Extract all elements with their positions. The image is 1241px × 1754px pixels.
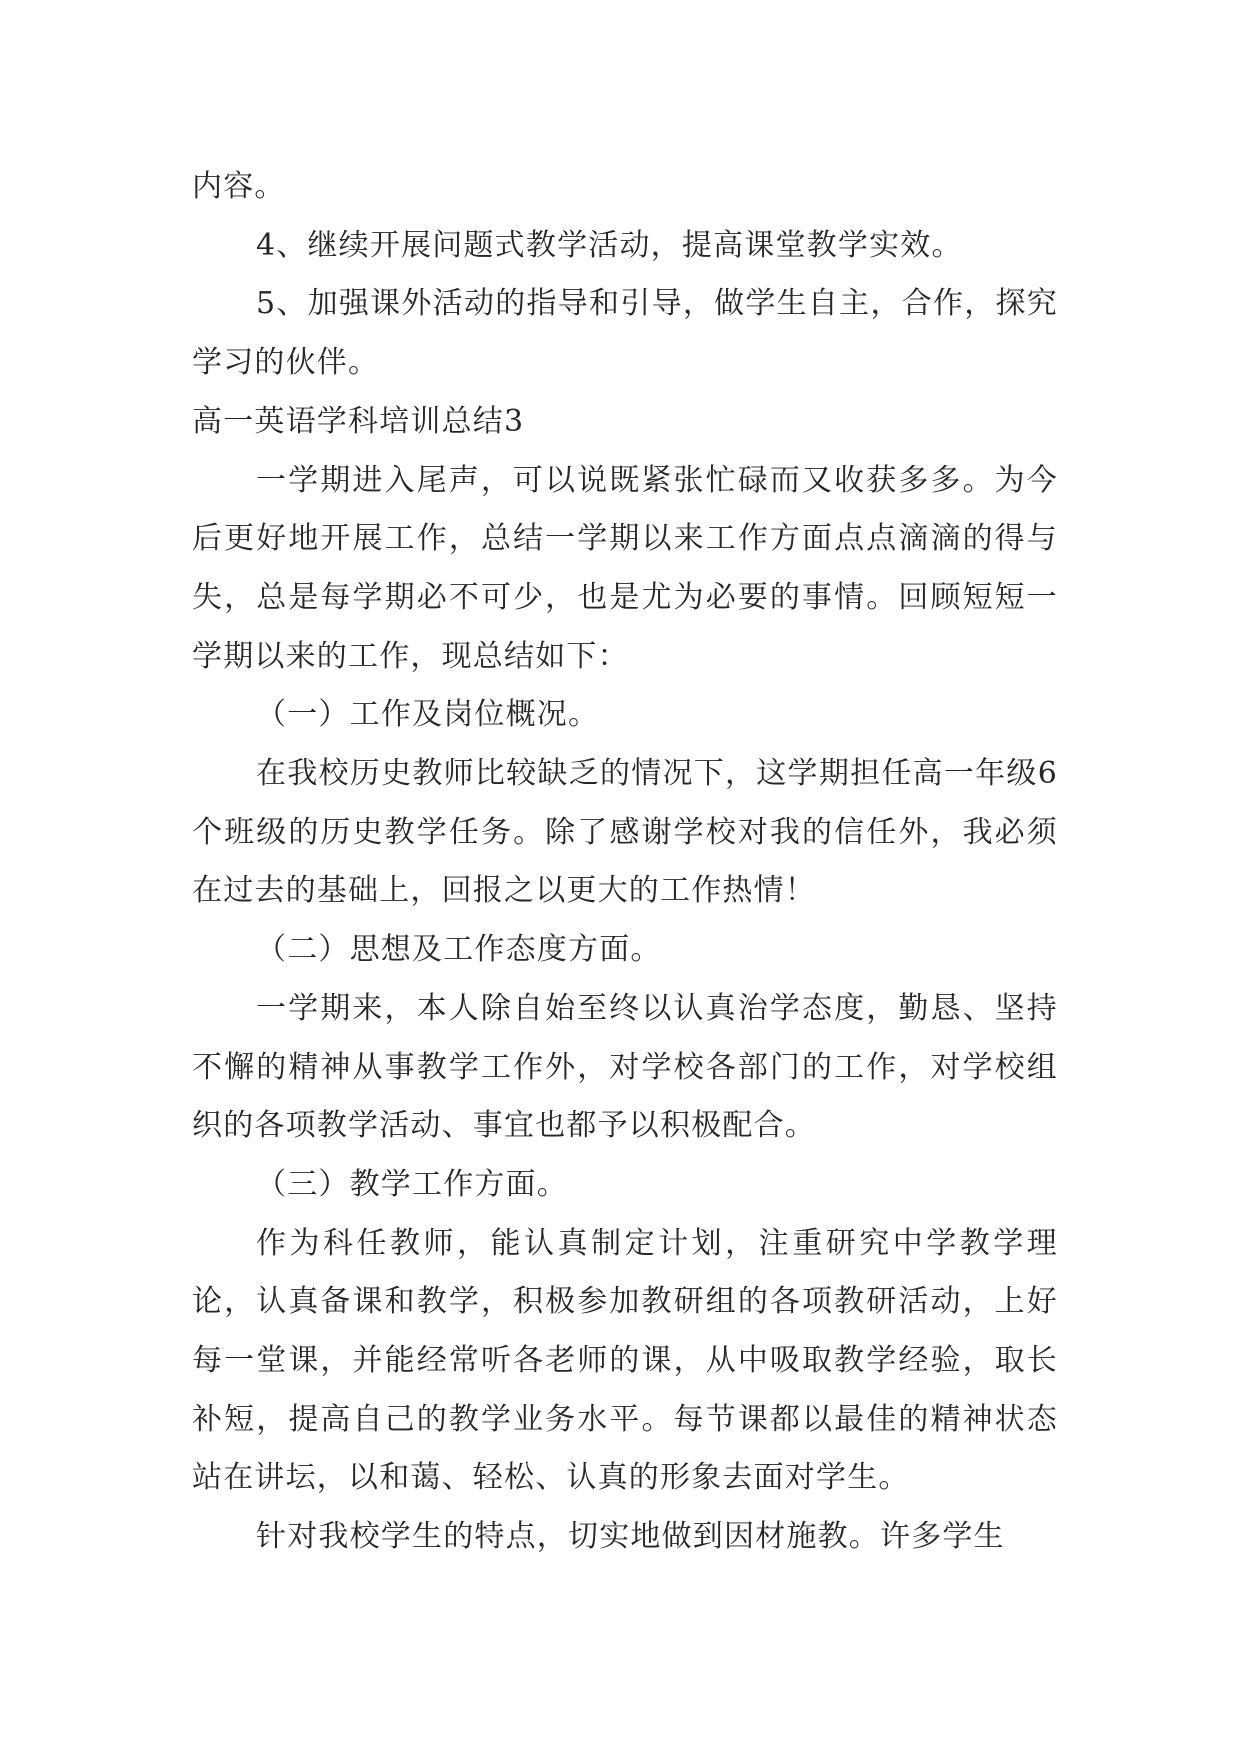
- subheading: （二）思想及工作态度方面。: [256, 932, 662, 968]
- document-body: [192, 158, 1058, 1567]
- paragraph: 一学期进入尾声，可以说既紧张忙碌而又收获多多。为今后更好地开展工作，总结一学期以来工作方面点点滴滴的得与失，总是每学期必不可少，也是尤为必要的事情。回顾短短一学期以来的工作，现总结如下：: [192, 462, 1058, 674]
- list-item: 5、加强课外活动的指导和引导，做学生自主，合作，探究学习的伙伴。: [192, 286, 1058, 381]
- subheading: （一）工作及岗位概况。: [256, 697, 600, 733]
- paragraph: 内容。: [192, 169, 286, 204]
- subheading: （三）教学工作方面。: [256, 1166, 568, 1202]
- list-item: 4、继续开展问题式教学活动，提高课堂教学实效。: [256, 227, 963, 263]
- paragraph: 在我校历史教师比较缺乏的情况下，这学期担任高一年级6个班级的历史教学任务。除了感谢学校对我的信任外，我必须在过去的基础上，回报之以更大的工作热情！: [192, 756, 1058, 909]
- section-title: 高一英语学科培训总结3: [192, 403, 525, 439]
- paragraph: 针对我校学生的特点，切实地做到因材施教。许多学生: [256, 1519, 1005, 1555]
- paragraph: 一学期来，本人除自始至终以认真治学态度，勤恳、坚持不懈的精神从事教学工作外，对学校各部门的工作，对学校组织的各项教学活动、事宜也都予以积极配合。: [192, 990, 1058, 1144]
- paragraph: 作为科任教师，能认真制定计划，注重研究中学教学理论，认真备课和教学，积极参加教研组的各项教研活动，上好每一堂课，并能经常听各老师的课，从中吸取教学经验，取长补短，提高自己的教学业务水平。每节课都以最佳的精神状态站在讲坛，以和蔼、轻松、认真的形象去面对学生。: [192, 1225, 1058, 1496]
